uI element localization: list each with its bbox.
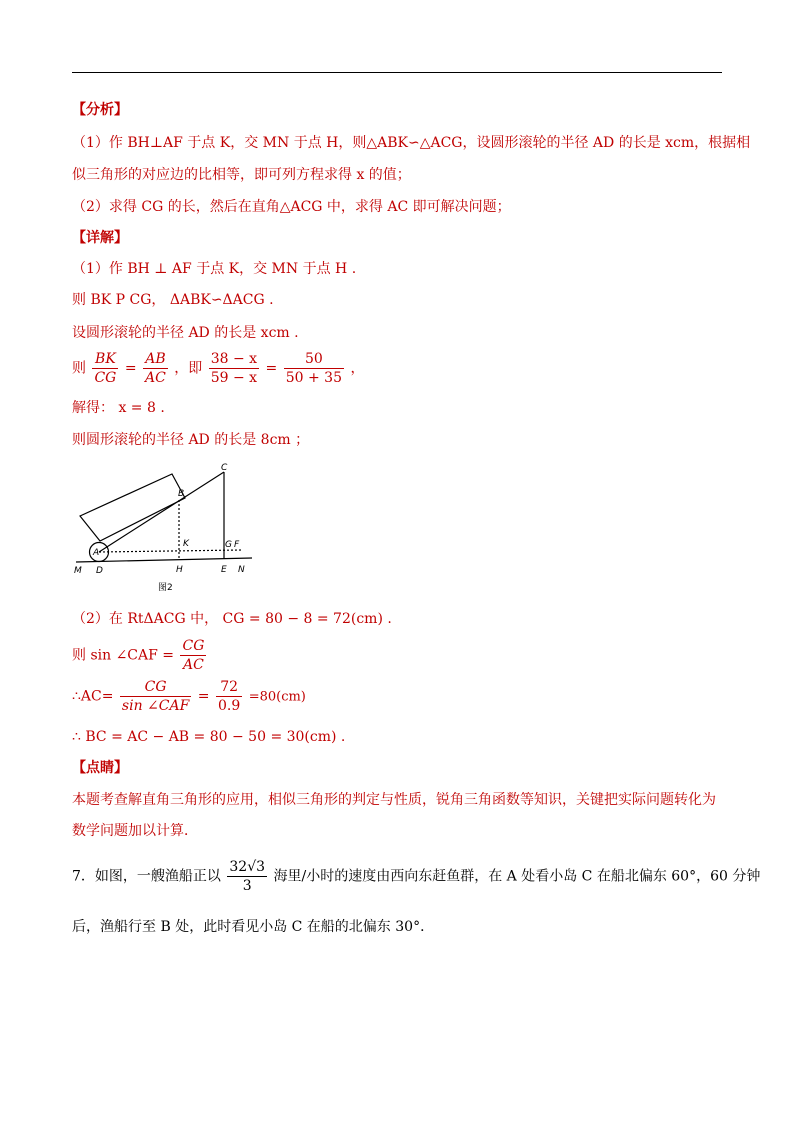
frac-den: sin ∠CAF [121,698,190,714]
equals-sign: = [197,688,210,705]
detail-line-6: 则圆形滚轮的半径 AD 的长是 8cm ； [72,432,310,448]
detail-line-1: （1）作 BH ⊥ AF 于点 K，交 MN 于点 H . [72,261,357,277]
question-7-line-2: 后，渔船行至 B 处，此时看见小岛 C 在船的北偏东 30°． [72,919,435,935]
detail-line-9 [72,678,306,715]
fraction-72-09 [216,678,242,715]
label-g: G [225,540,232,550]
detail-line-2: 则 BK P CG， ΔABK∽ΔACG . [72,292,274,308]
analysis-line-3: （2）求得 CG 的长，然后在直角△ACG 中，求得 AC 即可解决问题； [72,199,511,215]
detail-heading: 【详解】 [72,230,128,246]
question-7-line-1 [72,858,760,895]
frac-den: AC [183,657,204,673]
q7-speed-fraction [227,858,267,895]
detail-line-4 [72,350,364,387]
l8-prefix: 则 sin ∠CAF = [72,647,175,664]
label-k: K [183,539,189,549]
frac-num: 50 [284,350,344,369]
frac-den: AC [145,370,166,386]
fraction-bk-cg [92,350,118,387]
figure-2 [72,460,257,596]
analysis-line-1: （1）作 BH⊥AF 于点 K，交 MN 于点 H，则△ABK∽△ACG，设圆形滚轮的半径 AD 的长是 xcm，根据相 [72,135,751,151]
frac-den: 0.9 [217,698,241,714]
l9-prefix: ∴AC= [72,688,114,705]
frac-den: 59 − x [210,370,258,386]
header-rule [72,72,722,73]
frac-num: 72 [216,678,242,697]
detail-line-5: 解得： x = 8 . [72,400,165,416]
l4-mid: ，即 [174,360,203,377]
equals-sign: = [124,360,137,377]
detail-line-10: ∴ BC = AC − AB = 80 − 50 = 30(cm) . [72,729,346,745]
analysis-line-2: 似三角形的对应边的比相等，即可列方程求得 x 的值； [72,167,411,183]
l4-prefix: 则 [72,360,86,377]
label-b: B [178,489,185,499]
label-e: E [221,565,227,575]
fraction-38-59 [209,350,259,387]
frac-num: 32√3 [229,859,266,875]
detail-line-8 [72,637,208,674]
fraction-cg-ac [180,637,206,674]
frac-den: 3 [242,878,252,894]
label-d: D [96,566,103,576]
frac-num: CG [182,638,205,654]
label-f: F [234,540,240,550]
analysis-heading: 【分析】 [72,102,128,118]
q7-suffix: 海里/小时的速度由西向东赶鱼群，在 A 处看小岛 C 在船北偏东 60°，60 分钟 [273,868,761,885]
fraction-ab-ac [143,350,168,387]
label-h: H [176,565,183,575]
l9-end: =80(cm) [248,689,306,705]
comment-heading: 【点睛】 [72,760,128,776]
frac-num: CG [120,678,191,697]
frac-den: CG [94,370,117,386]
incline-ac [99,472,224,552]
detail-line-3: 设圆形滚轮的半径 AD 的长是 xcm . [72,325,299,341]
frac-den: 50 + 35 [285,370,342,386]
fraction-50-85 [284,350,344,387]
label-c: C [221,463,228,473]
frac-num: BK [92,350,118,369]
label-m: M [74,566,82,576]
label-n: N [238,565,245,575]
fraction-cg-sin [120,678,191,715]
label-a: A [93,548,100,558]
detail-line-7: （2）在 RtΔACG 中， CG = 80 − 8 = 72(cm) . [72,611,392,627]
equals-sign: = [265,360,278,377]
l4-end: ， [350,360,365,377]
figure-caption: 图2 [158,583,173,593]
comment-line-1: 本题考查解直角三角形的应用，相似三角形的判定与性质，锐角三角函数等知识，关键把实际问题转化为 [72,792,716,808]
q7-prefix: 7．如图，一艘渔船正以 [72,868,221,885]
frac-num: AB [143,350,168,369]
frac-num: 38 − x [210,351,258,367]
line-af [99,550,242,552]
comment-line-2: 数学问题加以计算． [72,823,198,839]
